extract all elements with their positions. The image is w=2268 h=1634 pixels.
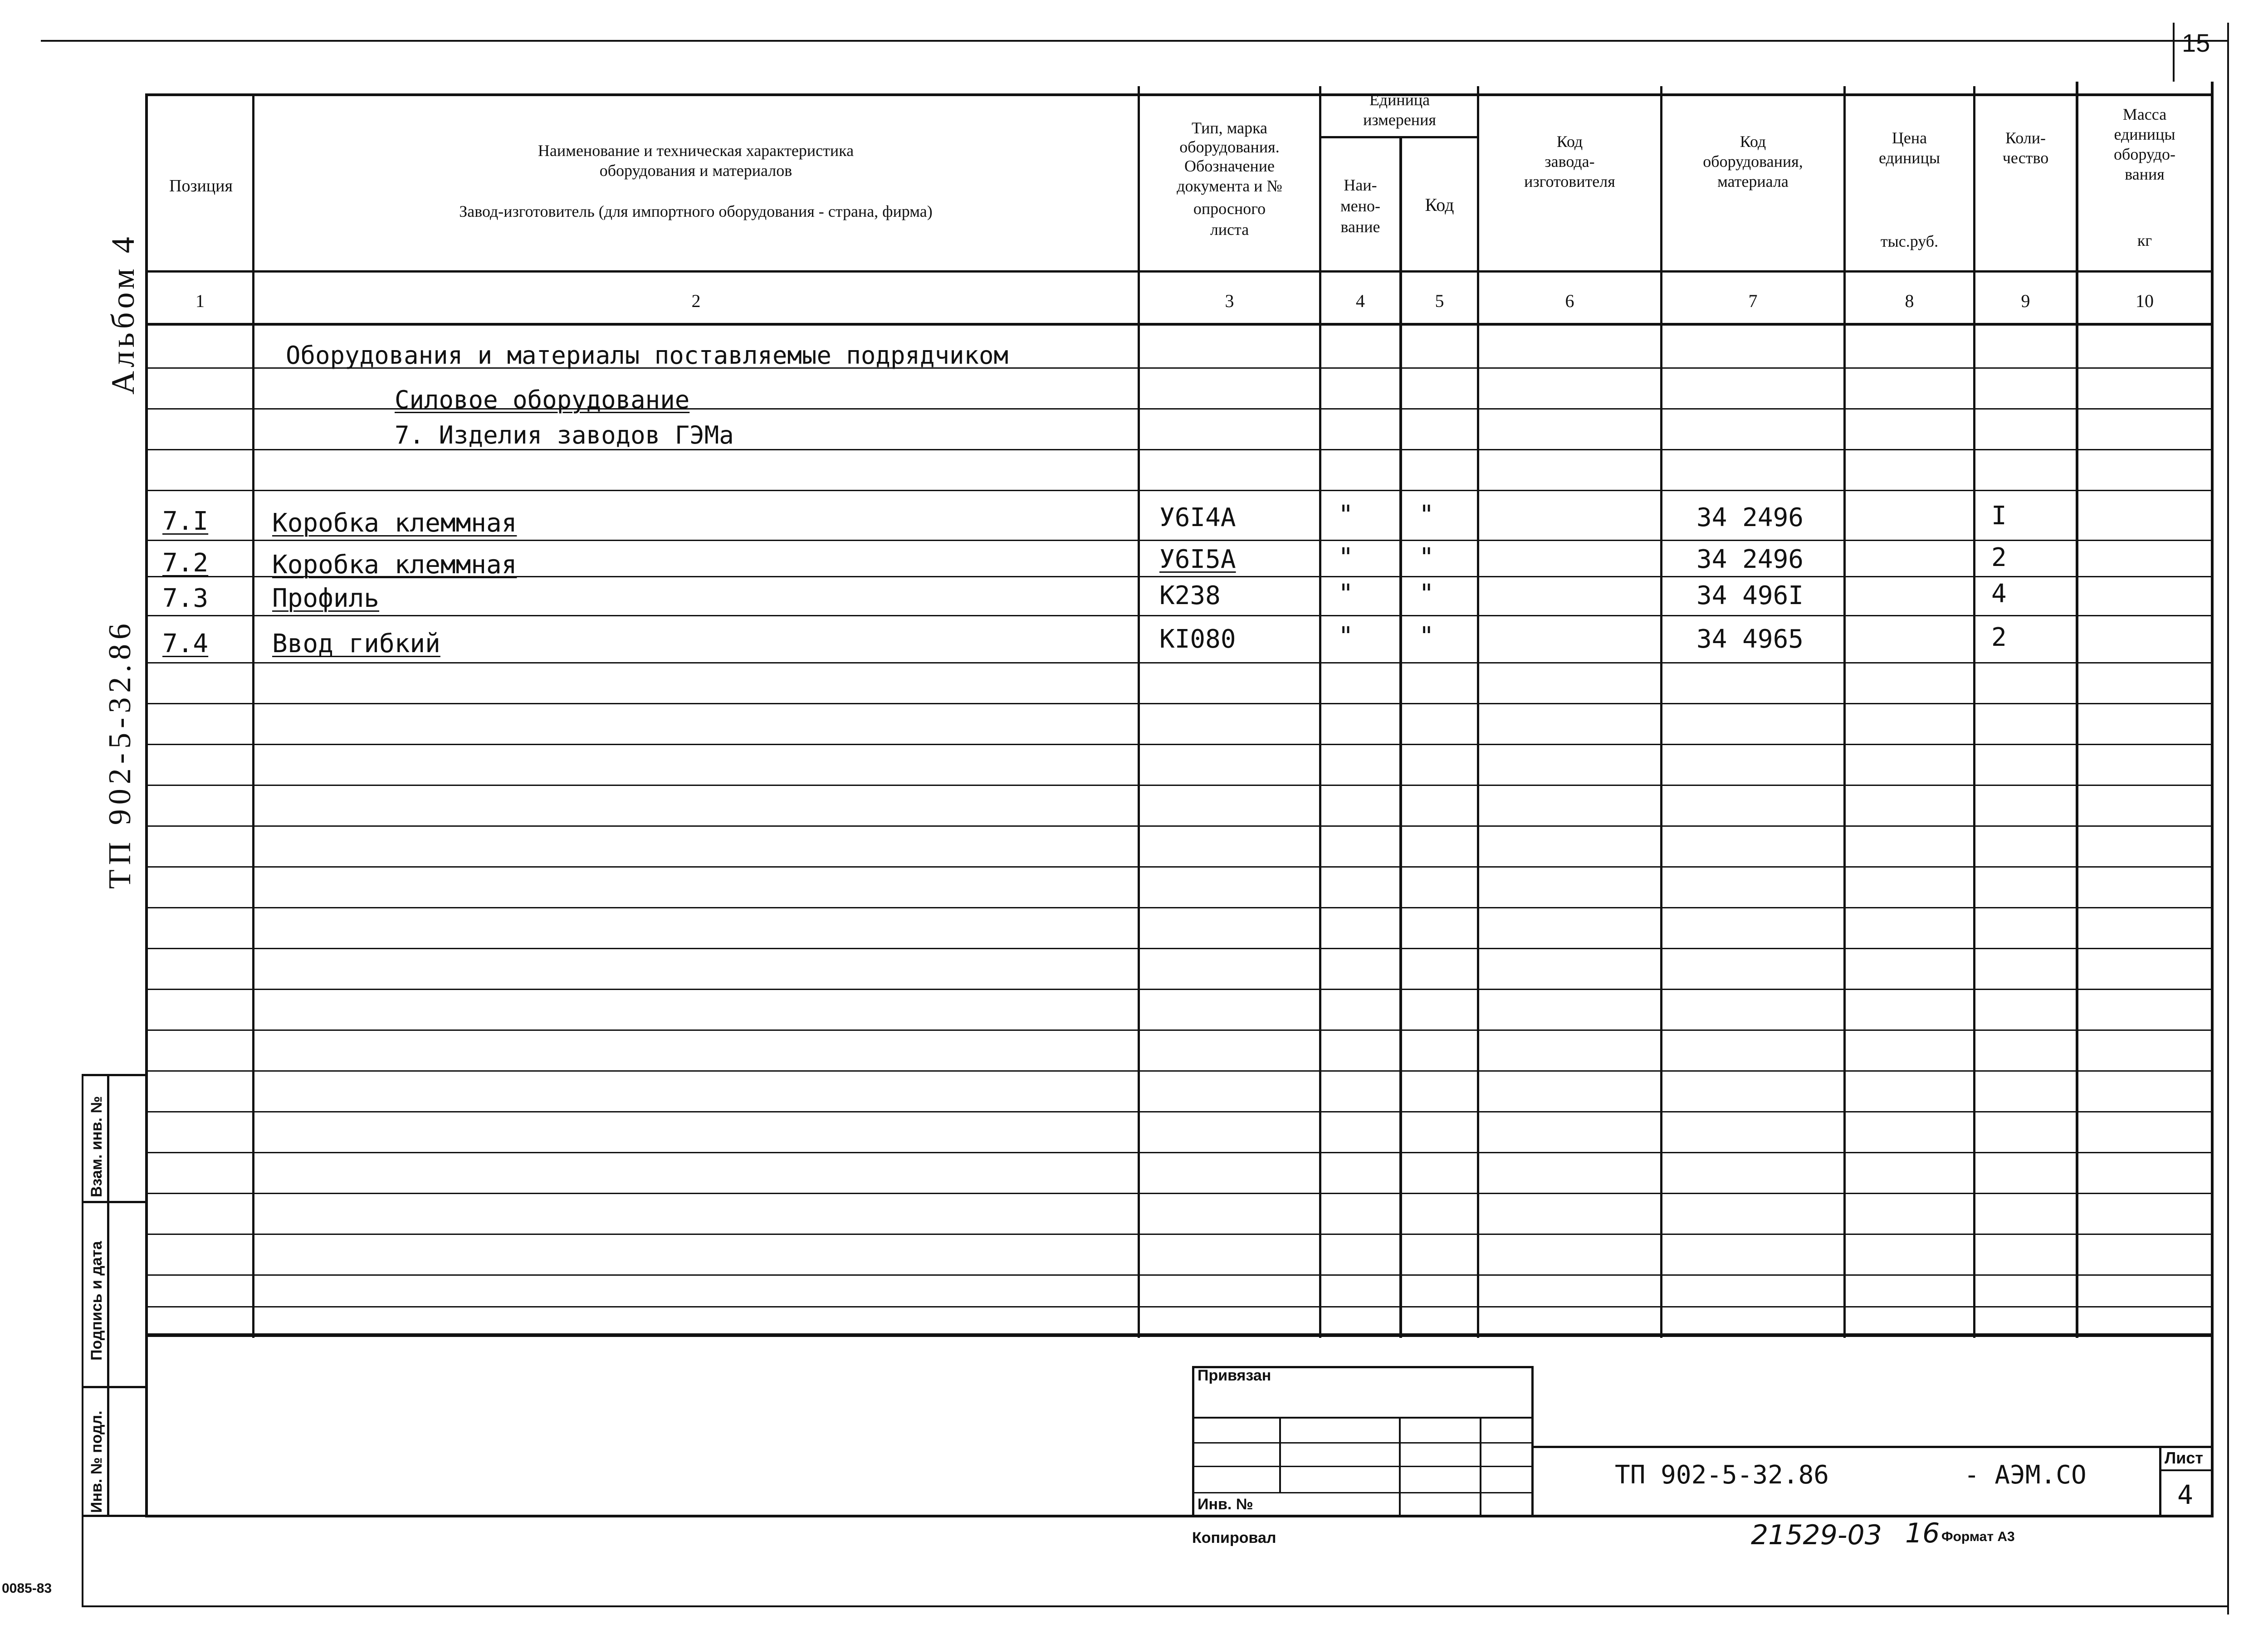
column-number: 3 — [1225, 291, 1234, 311]
header-name-line1: Наименование и техническая характеристика — [538, 141, 854, 160]
column-numbers-bottom — [145, 323, 2214, 326]
table-rule — [148, 615, 2212, 616]
row-name: Коробка клеммная — [272, 508, 517, 538]
archive-sheet: 16 — [1905, 1517, 1940, 1549]
row-quantity: 4 — [1991, 579, 2007, 609]
bound-box-col-3 — [1480, 1417, 1481, 1517]
header-mass-unit: кг — [2137, 231, 2152, 249]
row-unit-name: " — [1338, 579, 1354, 609]
table-rule — [148, 907, 2212, 908]
doc-code-top — [1531, 1446, 2214, 1448]
row-type: У6I5A — [1159, 545, 1236, 574]
row-quantity: 2 — [1991, 623, 2007, 652]
row-position: 7.I — [162, 507, 209, 536]
stamp-sign-date: Подпись и дата — [88, 1241, 105, 1361]
header-type-line2: оборудования. — [1179, 138, 1280, 156]
right-outer-border — [2227, 23, 2229, 1614]
project-label: ТП 902-5-32.86 — [103, 619, 137, 889]
header-type-line6: листа — [1210, 220, 1249, 239]
bound-box-row-4 — [1192, 1492, 1533, 1493]
section-subtitle: Силовое оборудование — [395, 385, 690, 414]
stamp-original-inventory: Инв. № подл. — [88, 1410, 105, 1513]
table-top — [145, 93, 2214, 96]
column-number: 1 — [196, 291, 205, 311]
row-type: У6I4A — [1159, 503, 1236, 532]
table-rule — [148, 989, 2212, 990]
table-body-bottom — [145, 1333, 2214, 1337]
bound-box-row-2 — [1192, 1442, 1533, 1444]
stamp-divider — [107, 1074, 109, 1517]
header-price-unit: тыс.руб. — [1880, 232, 1939, 250]
table-bottom — [145, 1515, 2214, 1517]
header-factory-code-line2: завода- — [1545, 152, 1595, 171]
header-quantity-line1: Коли- — [2005, 129, 2046, 147]
row-equip-code: 34 2496 — [1696, 503, 1804, 532]
header-type-line5: опросного — [1193, 200, 1266, 218]
doc-code: ТП 902-5-32.86 — [1615, 1460, 1829, 1490]
left-outer-border — [82, 1074, 83, 1607]
top-border — [41, 40, 2227, 42]
header-unit-name-line3: вание — [1340, 218, 1380, 236]
row-type: K238 — [1159, 581, 1221, 610]
header-equip-code-line1: Код — [1740, 132, 1766, 151]
table-rule — [148, 785, 2212, 786]
table-rule — [148, 948, 2212, 949]
row-unit-name: " — [1338, 500, 1354, 530]
bound-box-row-3 — [1192, 1466, 1533, 1467]
table-rule — [148, 662, 2212, 663]
header-type-line3: Обозначение — [1184, 157, 1275, 175]
column-number: 2 — [691, 291, 701, 311]
page-number: 15 — [2182, 29, 2210, 57]
header-bottom — [145, 270, 2214, 273]
table-rule — [148, 1070, 2212, 1072]
header-mass-line1: Масса — [2122, 105, 2167, 123]
table-rule — [148, 1029, 2212, 1031]
header-name-line2: оборудования и материалов — [599, 161, 792, 180]
table-rule — [148, 490, 2212, 491]
col-divider-4 — [1399, 136, 1402, 1338]
header-factory-code-line3: изготовителя — [1524, 172, 1615, 190]
copied-label: Копировал — [1192, 1529, 1276, 1546]
format-label: Формат А3 — [1941, 1529, 2015, 1544]
col-divider-8 — [1973, 86, 1975, 1338]
table-right — [2211, 82, 2214, 1517]
table-rule — [148, 703, 2212, 704]
page-number-box-left — [2173, 23, 2175, 82]
col-divider-2 — [1138, 86, 1140, 1338]
header-mass-line2: единицы — [2114, 125, 2175, 143]
table-rule — [148, 1193, 2212, 1194]
header-price-line2: единицы — [1878, 149, 1941, 167]
header-type-line4: документа и № — [1177, 177, 1282, 195]
table-rule — [148, 1274, 2212, 1276]
header-mass-line3: оборудо- — [2114, 145, 2175, 163]
bound-box-left — [1192, 1366, 1194, 1517]
bound-box-col-2 — [1399, 1417, 1401, 1517]
doc-code-suffix: - АЭМ.СО — [1964, 1460, 2087, 1490]
archive-number: 21529-03 — [1751, 1519, 1882, 1551]
table-rule — [148, 825, 2212, 827]
row-unit-name: " — [1338, 543, 1354, 572]
column-number: 4 — [1356, 291, 1365, 311]
header-unit-name-line1: Наи- — [1344, 176, 1377, 194]
header-name-line3: Завод-изготовитель (для импортного оборудования - страна, фирма) — [459, 202, 933, 220]
row-position: 7.2 — [162, 548, 209, 578]
header-unit-line2: измерения — [1363, 111, 1436, 129]
col-divider-5 — [1477, 86, 1479, 1338]
bottom-outer-border — [82, 1605, 2229, 1607]
row-unit-code: " — [1419, 622, 1434, 651]
row-unit-code: " — [1419, 500, 1434, 530]
header-unit-code: Код — [1425, 195, 1454, 215]
table-rule — [148, 1111, 2212, 1112]
row-equip-code: 34 2496 — [1696, 545, 1804, 574]
header-price-line1: Цена — [1892, 129, 1927, 147]
header-type-line1: Тип, марка — [1191, 119, 1268, 137]
header-unit-line1: Единица — [1369, 91, 1430, 109]
row-unit-name: " — [1338, 622, 1354, 651]
col-divider-6 — [1660, 86, 1662, 1338]
section-group: 7. Изделия заводов ГЭМа — [395, 421, 734, 449]
bound-box-row-1 — [1192, 1417, 1533, 1419]
header-equip-code-line2: оборудования, — [1703, 152, 1803, 171]
row-quantity: I — [1991, 501, 2007, 531]
stamp-top — [82, 1074, 147, 1076]
row-unit-code: " — [1419, 579, 1434, 609]
row-name: Коробка клеммная — [272, 550, 517, 580]
corner-code: 0085-83 — [2, 1581, 52, 1596]
column-number: 10 — [2136, 291, 2154, 311]
bound-label: Привязан — [1198, 1367, 1271, 1384]
stamp-row-divider-2 — [82, 1386, 147, 1388]
sheet-label: Лист — [2165, 1449, 2204, 1467]
header-quantity-line2: чество — [2002, 149, 2049, 167]
section-title: Оборудования и материалы поставляемые подрядчиком — [286, 341, 1009, 370]
table-rule — [148, 866, 2212, 868]
table-rule — [148, 1234, 2212, 1235]
stamp-row-divider-1 — [82, 1201, 147, 1203]
row-position: 7.3 — [162, 584, 209, 613]
header-unit-name-line2: мено- — [1340, 197, 1380, 215]
row-name: Профиль — [272, 584, 380, 613]
table-rule — [148, 540, 2212, 541]
row-quantity: 2 — [1991, 543, 2007, 572]
sheet-box-left — [2159, 1446, 2161, 1517]
row-equip-code: 34 4965 — [1696, 624, 1804, 654]
col-divider-7 — [1843, 86, 1846, 1338]
sheet-box-divider — [2159, 1469, 2214, 1471]
sheet-number: 4 — [2177, 1479, 2193, 1510]
album-label: Альбом 4 — [105, 233, 141, 395]
header-position: Позиция — [169, 176, 233, 195]
header-factory-code-line1: Код — [1556, 132, 1583, 151]
column-number: 6 — [1565, 291, 1574, 311]
stamp-replace-inventory: Взам. инв. № — [88, 1096, 105, 1197]
unit-group-divider — [1319, 136, 1479, 138]
bound-box-col-1 — [1279, 1417, 1281, 1492]
column-number: 9 — [2021, 291, 2030, 311]
col-divider-3 — [1319, 86, 1321, 1338]
stamp-bottom — [82, 1515, 147, 1517]
column-number: 5 — [1435, 291, 1444, 311]
header-mass-line4: вания — [2125, 165, 2165, 183]
row-name: Ввод гибкий — [272, 629, 440, 658]
table-rule — [148, 1152, 2212, 1153]
row-unit-code: " — [1419, 543, 1434, 572]
row-type: KI080 — [1159, 624, 1236, 654]
bound-box-right — [1531, 1366, 1534, 1517]
inventory-label: Инв. № — [1198, 1496, 1253, 1513]
column-number: 7 — [1748, 291, 1758, 311]
row-equip-code: 34 496I — [1696, 581, 1804, 610]
row-position: 7.4 — [162, 629, 209, 658]
table-rule — [148, 744, 2212, 745]
col-divider-1 — [252, 93, 254, 1338]
header-equip-code-line3: материала — [1717, 172, 1789, 190]
column-number: 8 — [1905, 291, 1914, 311]
table-rule — [148, 1306, 2212, 1307]
